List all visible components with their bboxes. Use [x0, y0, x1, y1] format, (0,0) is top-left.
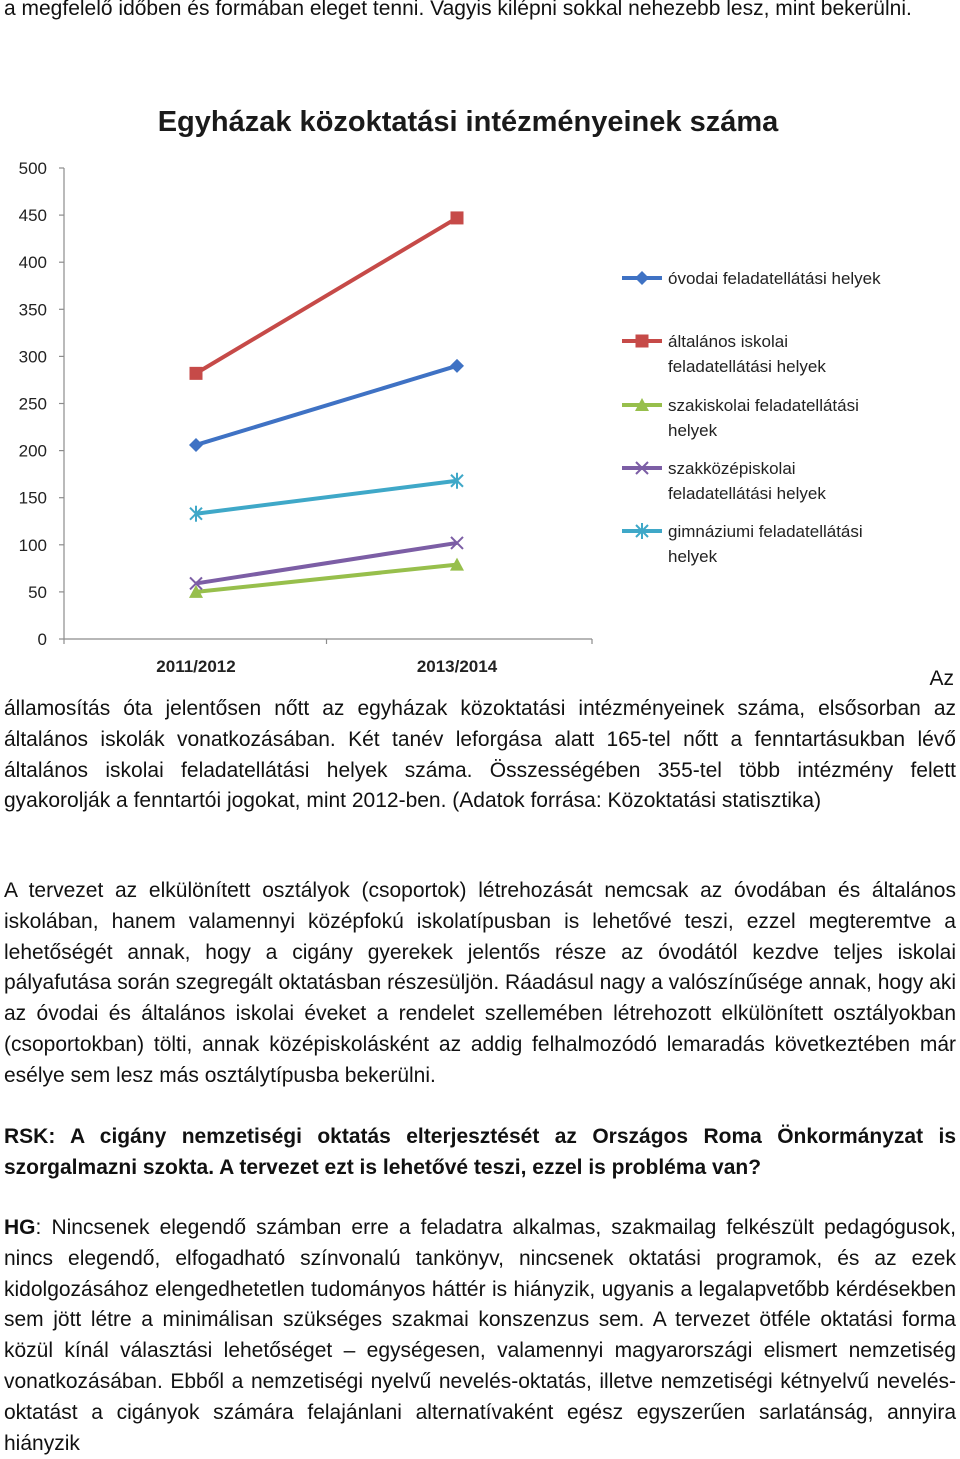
- legend-label: óvodai feladatellátási helyek: [668, 269, 881, 288]
- x-tick-label: 2013/2014: [416, 657, 498, 676]
- paragraph-statistics: államosítás óta jelentősen nőtt az egyházak közoktatási intézményeinek száma, elsősorban az általános iskolák vonatkozásában. Két tanév leforgása alatt 165-tel nőtt a fenntartásukban lévő általános iskolai feladatellátási helyek száma. Összességében 355-tel több intézmény felett gyakorolják a fenntartói jogokat, mint 2012-ben. (Adatok forrása: Közoktatási statisztika): [4, 697, 956, 813]
- y-tick-label: 300: [18, 347, 47, 367]
- legend-label: helyek: [668, 547, 718, 566]
- paragraph-intro: a megfelelő időben és formában eleget tenni. Vagyis kilépni sokkal nehezebb lesz, mint bekerülni.: [4, 0, 912, 20]
- legend-label: helyek: [668, 421, 718, 440]
- x-tick-label: 2011/2012: [156, 657, 236, 676]
- data-point: [190, 367, 203, 380]
- interview-question: RSK: A cigány nemzetiségi oktatás elterjesztését az Országos Roma Önkormányzat is szorgalmazni szokta. A tervezet ezt is lehetővé teszi, ezzel is probléma van?: [4, 1125, 956, 1179]
- legend-label: szakiskolai feladatellátási: [668, 396, 859, 415]
- legend-marker: [636, 335, 649, 348]
- y-tick-label: 150: [18, 488, 47, 508]
- y-tick-label: 400: [18, 253, 47, 273]
- data-point: [189, 438, 203, 452]
- y-tick-label: 250: [18, 394, 47, 414]
- interview-answer: [4, 1213, 956, 1459]
- legend-label: feladatellátási helyek: [668, 357, 826, 376]
- data-point: [450, 359, 464, 373]
- line-chart: [0, 92, 960, 692]
- series-line: [196, 481, 457, 514]
- y-tick-label: 100: [18, 535, 47, 555]
- legend-label: általános iskolai: [668, 332, 789, 351]
- series-line: [196, 366, 457, 445]
- chart-title: Egyházak közoktatási intézményeinek száma: [157, 106, 779, 138]
- y-tick-label: 500: [18, 159, 47, 178]
- y-tick-label: 200: [18, 441, 47, 461]
- answer-body: Nincsenek elegendő számban erre a feladatra alkalmas, szakmailag felkészült pedagógusok, nincs elegendő, elfogadható színvonalú tankönyv, nincsenek oktatási programok, és az ezek kidolgozásához elengedhetetlen tudományos háttér is hiányzik, ugyanis a legalapvetőbb kérdésekben sem jött létre a minimálisan szükséges szakmai konszenzus sem. A tervezet ötféle oktatási forma közül kínál választási lehetőséget – egységesen, valamennyi magyarországi elismert nemzetiség vonatkozásában. Ebből a nemzetiségi nyelvű nevelés-oktatás, illetve nemzetiségi kétnyelvű nevelés-oktatást a cigányok számára felajánlani alternatívaként egész egyszerűen sarlatánság, annyira hiányzik: [4, 1216, 956, 1455]
- y-tick-label: 0: [37, 630, 47, 649]
- speaker-label: HG: [4, 1216, 36, 1239]
- paragraph-start-word: Az: [929, 667, 954, 690]
- legend-label: szakközépiskolai: [668, 459, 796, 478]
- legend-label: gimnáziumi feladatellátási: [668, 522, 863, 541]
- y-tick-label: 350: [18, 300, 47, 320]
- legend-marker: [635, 271, 649, 285]
- y-tick-label: 50: [28, 582, 47, 602]
- data-point: [451, 211, 464, 224]
- chart-series: [189, 211, 464, 597]
- chart-legend: [622, 269, 881, 566]
- paragraph-draft: A tervezet az elkülönített osztályok (csoportok) létrehozását nemcsak az óvodában és általános iskolában, hanem valamennyi középfokú iskolatípusban is lehetővé teszi, ezzel megteremtve a lehetőségét annak, hogy a cigány gyerekek jelentős része az óvodától kezdve teljes iskolai pályafutása során szegregált oktatásban részesüljön. Ráadásul nagy a valószínűsége annak, hogy aki az óvodai és általános iskolai éveket a rendelet szellemében létrehozott elkülönített osztályokban (csoportokban) tölti, annak középiskolásként az addig felhalmozódó lemaradás következtében már esélye sem lesz más osztálytípusba bekerülni.: [4, 879, 956, 1087]
- speaker-colon: :: [35, 1216, 42, 1239]
- series-line: [196, 218, 457, 373]
- chart-axes: [19, 159, 592, 676]
- legend-label: feladatellátási helyek: [668, 484, 826, 503]
- y-tick-label: 450: [18, 206, 47, 226]
